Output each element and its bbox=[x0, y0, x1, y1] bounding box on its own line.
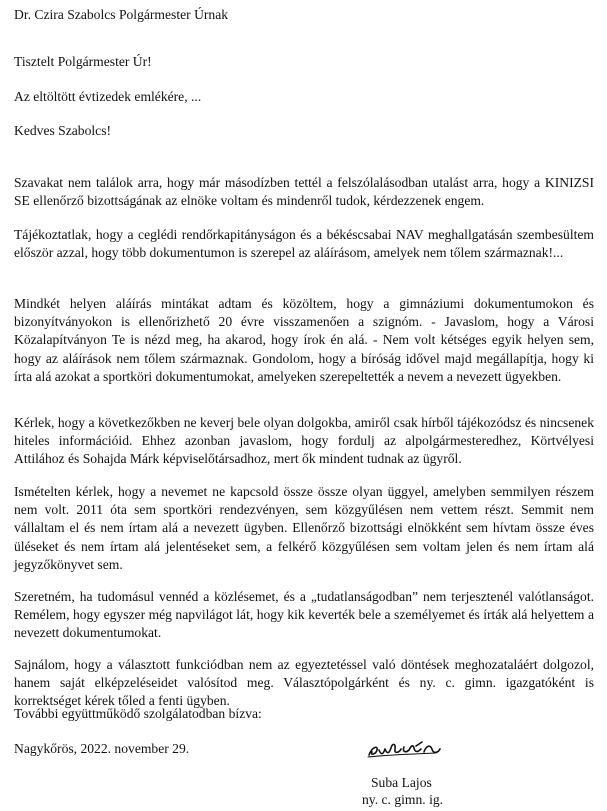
recipient-line: Dr. Czira Szabolcs Polgármester Úrnak bbox=[14, 7, 229, 22]
paragraph-6: Szeretném, ha tudomásul vennéd a közlésemet, és a „tudatlanságodban” nem terjesztenél valótlanságot. Remélem, hogy egyszer még napvilágot lát, hogy kik keverték bele a személyemet és írták alá helyettem a nevezett dokumentumokat. bbox=[14, 589, 594, 641]
paragraph-3: Mindkét helyen aláírás mintákat adtam és közöltem, hogy a gimnáziumi dokumentumokon és bizonyítványokon is ellenőrizhető 20 évre visszamenően a szignóm. - Javaslom, hogy a Városi Közalapítványon Te is nézd meg, ha akarod, hogy írok én alá. - Nem volt kétséges egyik helyen sem, hogy az aláírások nem tőlem származnak. Gondolom, hogy a bíróság idővel majd megállapítja, hogy ki írta alá azokat a sportköri dokumentumokat, amelyeken szerepeltették a nevem a nevezett ügyekben. bbox=[14, 296, 594, 384]
signer-name: Suba Lajos bbox=[371, 775, 432, 790]
signer-title: ny. c. gimn. ig. bbox=[362, 792, 444, 807]
place-date: Nagykőrös, 2022. november 29. bbox=[14, 741, 190, 756]
paragraph-4: Kérlek, hogy a következőkben ne keverj bele olyan dolgokba, amiről csak hírből tájékozódsz és nincsenek hiteles információid. Ehhez azonban javaslom, hogy fordulj az alpolgármesteredhez, Körtvélyesi Attilához és Sohajda Márk képviselőtársadhoz, mert ők mindent tudnak az ügyről. bbox=[14, 415, 594, 467]
paragraph-2: Tájékoztatlak, hogy a ceglédi rendőrkapitányságon és a békéscsabai NAV meghallgatásán szembesültem először azzal, hogy több dokumentumon is szerepel az aláírásom, amelyek nem tőlem származnak!... bbox=[14, 227, 594, 261]
handwritten-signature bbox=[366, 738, 442, 760]
paragraph-1: Szavakat nem találok arra, hogy már másodízben tettél a felszólalásodban utalást arra, hogy a KINIZSI SE ellenőrző bizottságának az elnöke voltam és mindenről tudok, kérdezzenek engem. bbox=[14, 175, 594, 209]
paragraph-7: Sajnálom, hogy a választott funkciódban nem az egyeztetéssel való döntések meghozataláért dolgozol, hanem saját elképzeléseidet valósítod meg. Választópolgárként és ny. c. gimn. igazgatóként is korrektséget kérek tőled a fenti ügyben. bbox=[14, 657, 594, 709]
paragraph-5: Ismételten kérlek, hogy a nevemet ne kapcsold össze össze olyan üggyel, amelyben semmilyen részem nem volt. 2011 óta sem sportköri rendezvényen, sem közgyűlésen nem vettem részt. Semmit nem vállaltam el és nem írtam alá a nevezett ügyben. Ellenőrző bizottsági elnökként sem hívtam össze éves üléseket és nem írtam alá jelentéseket sem, a felkérő közgyűlésen sem voltam jelen és nem írtam alá jegyzőkönyvet sem. bbox=[14, 484, 594, 572]
greeting: Kedves Szabolcs! bbox=[14, 123, 112, 138]
memory-line: Az eltöltött évtizedek emlékére, ... bbox=[14, 89, 202, 104]
salutation: Tisztelt Polgármester Úr! bbox=[14, 54, 152, 69]
closing-line: További együttműködő szolgálatodban bízva: bbox=[14, 706, 262, 721]
